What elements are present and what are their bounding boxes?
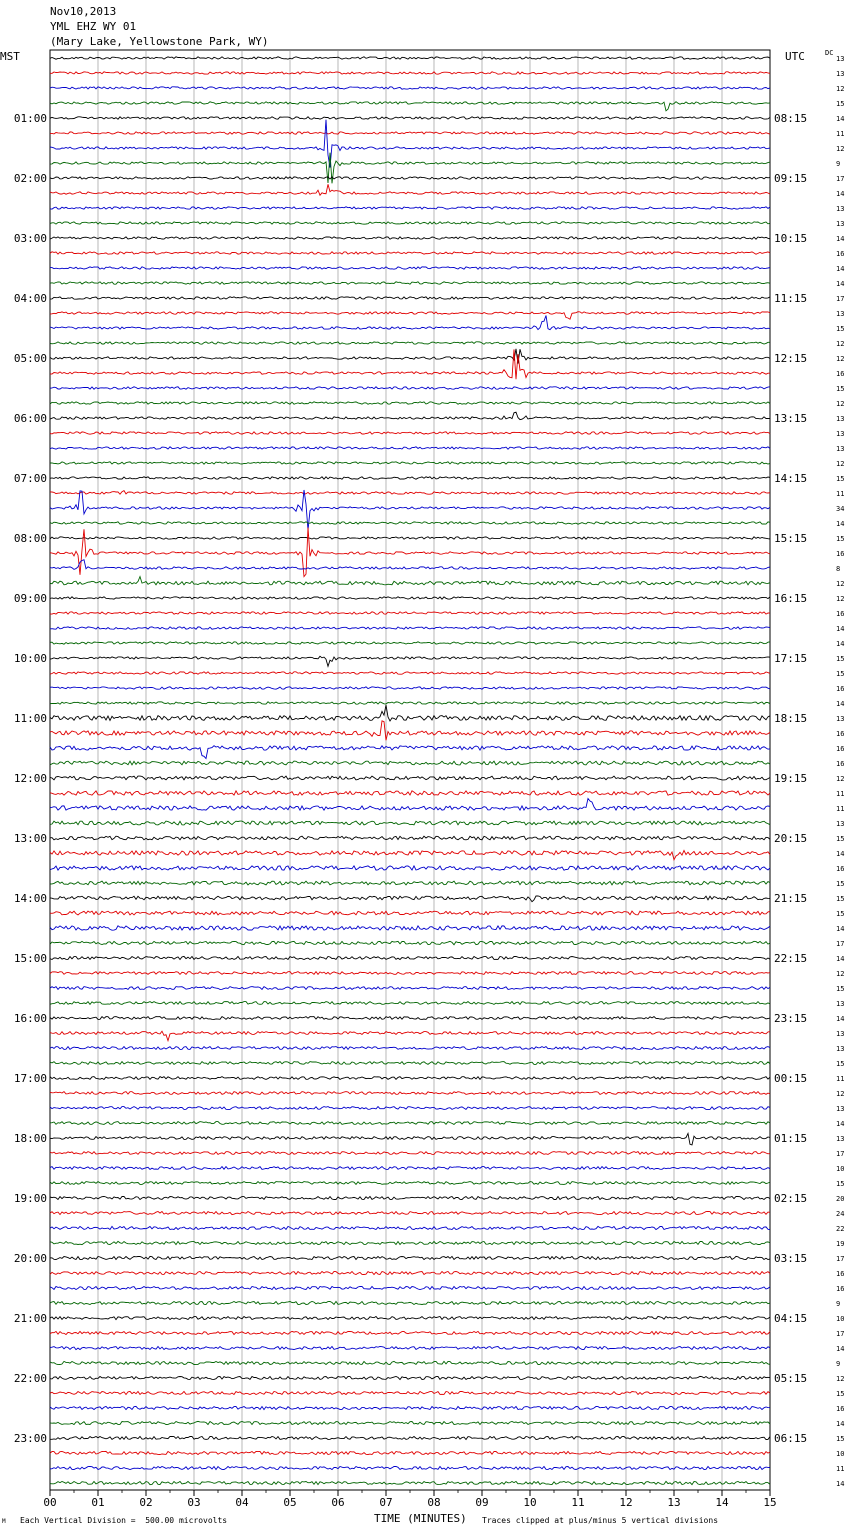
trace-24 bbox=[50, 412, 770, 419]
dc-offset-label: 13 bbox=[836, 445, 845, 453]
dc-offset-label: 13 bbox=[836, 1030, 845, 1038]
dc-offset-label: 13 bbox=[836, 70, 845, 78]
trace-47 bbox=[50, 761, 770, 765]
dc-offset-label: 15 bbox=[836, 835, 845, 843]
trace-74 bbox=[50, 1167, 770, 1170]
dc-offset-label: 22 bbox=[836, 1225, 845, 1233]
utc-time-label: 05:15 bbox=[774, 1372, 808, 1385]
trace-81 bbox=[50, 1272, 770, 1275]
trace-26 bbox=[50, 447, 770, 449]
trace-27 bbox=[50, 462, 770, 464]
utc-time-label: 18:15 bbox=[774, 712, 808, 725]
trace-60 bbox=[50, 956, 770, 959]
trace-9 bbox=[50, 184, 770, 195]
dc-offset-label: 16 bbox=[836, 685, 845, 693]
dc-offset-label: 13 bbox=[836, 430, 845, 438]
mst-time-label: 17:00 bbox=[13, 1072, 47, 1085]
utc-time-label: 09:15 bbox=[774, 172, 808, 185]
trace-63 bbox=[50, 1002, 770, 1005]
dc-offset-label: 16 bbox=[836, 730, 845, 738]
trace-75 bbox=[50, 1182, 770, 1185]
mst-time-label: 14:00 bbox=[13, 892, 47, 905]
trace-77 bbox=[50, 1212, 770, 1215]
dc-offset-label: 17 bbox=[836, 1150, 845, 1158]
trace-23 bbox=[50, 402, 770, 404]
trace-94 bbox=[50, 1467, 770, 1470]
dc-offset-label: 17 bbox=[836, 1255, 845, 1263]
trace-73 bbox=[50, 1152, 770, 1155]
dc-offset-label: 16 bbox=[836, 550, 845, 558]
trace-40 bbox=[50, 656, 770, 666]
dc-offset-label: 17 bbox=[836, 1330, 845, 1338]
trace-0 bbox=[50, 57, 770, 59]
x-tick-label: 15 bbox=[763, 1496, 777, 1509]
dc-offset-label: 13 bbox=[836, 205, 845, 213]
trace-16 bbox=[50, 297, 770, 299]
dc-offset-label: 12 bbox=[836, 340, 845, 348]
trace-51 bbox=[50, 821, 770, 825]
date-label: Nov10,2013 bbox=[50, 5, 117, 18]
dc-offset-label: 13 bbox=[836, 415, 845, 423]
utc-time-label: 06:15 bbox=[774, 1432, 808, 1445]
x-tick-label: 12 bbox=[619, 1496, 633, 1509]
dc-offset-label: 15 bbox=[836, 1435, 845, 1443]
trace-86 bbox=[50, 1347, 770, 1350]
mst-time-label: 16:00 bbox=[13, 1012, 47, 1025]
trace-36 bbox=[50, 597, 770, 599]
trace-18 bbox=[50, 316, 770, 330]
dc-offset-label: 12 bbox=[836, 775, 845, 783]
dc-offset-label: 14 bbox=[836, 700, 845, 708]
utc-time-label: 17:15 bbox=[774, 652, 808, 665]
trace-1 bbox=[50, 72, 770, 74]
trace-88 bbox=[50, 1376, 770, 1379]
trace-8 bbox=[50, 177, 770, 179]
dc-offset-label: 13 bbox=[836, 1105, 845, 1113]
dc-offset-label: 15 bbox=[836, 910, 845, 918]
trace-39 bbox=[50, 642, 770, 644]
mst-time-label: 11:00 bbox=[13, 712, 47, 725]
dc-offset-label: 19 bbox=[836, 1240, 845, 1248]
x-tick-label: 04 bbox=[235, 1496, 249, 1509]
x-tick-label: 02 bbox=[139, 1496, 153, 1509]
dc-offset-label: 11 bbox=[836, 1075, 845, 1083]
dc-offset-label: 12 bbox=[836, 400, 845, 408]
dc-offset-label: 16 bbox=[836, 745, 845, 753]
x-tick-label: 06 bbox=[331, 1496, 345, 1509]
dc-offset-label: 12 bbox=[836, 460, 845, 468]
trace-54 bbox=[50, 866, 770, 870]
trace-45 bbox=[50, 721, 770, 740]
trace-71 bbox=[50, 1122, 770, 1125]
x-tick-label: 09 bbox=[475, 1496, 489, 1509]
mst-time-label: 22:00 bbox=[13, 1372, 47, 1385]
utc-time-label: 01:15 bbox=[774, 1132, 808, 1145]
dc-offset-label: 9 bbox=[836, 1300, 841, 1308]
location-label: (Mary Lake, Yellowstone Park, WY) bbox=[50, 35, 269, 48]
mst-time-label: 05:00 bbox=[13, 352, 47, 365]
dc-offset-label: 14 bbox=[836, 625, 845, 633]
trace-65 bbox=[50, 1031, 770, 1040]
trace-68 bbox=[50, 1077, 770, 1080]
utc-time-label: 14:15 bbox=[774, 472, 808, 485]
trace-14 bbox=[50, 267, 770, 269]
utc-time-label: 13:15 bbox=[774, 412, 808, 425]
x-tick-label: 08 bbox=[427, 1496, 441, 1509]
dc-offset-label: 13 bbox=[836, 715, 845, 723]
utc-time-label: 10:15 bbox=[774, 232, 808, 245]
dc-offset-label: 16 bbox=[836, 760, 845, 768]
dc-offset-label: 16 bbox=[836, 1405, 845, 1413]
dc-offset-label: 15 bbox=[836, 1060, 845, 1068]
dc-offset-label: 15 bbox=[836, 385, 845, 393]
trace-83 bbox=[50, 1301, 770, 1304]
x-tick-label: 03 bbox=[187, 1496, 201, 1509]
trace-5 bbox=[50, 132, 770, 134]
dc-offset-label: 15 bbox=[836, 100, 845, 108]
dc-label: DC bbox=[825, 49, 834, 57]
mst-time-label: 01:00 bbox=[13, 112, 47, 125]
dc-offset-label: 17 bbox=[836, 175, 845, 183]
mst-time-label: 20:00 bbox=[13, 1252, 47, 1265]
trace-3 bbox=[50, 102, 770, 111]
dc-offset-label: 11 bbox=[836, 1465, 845, 1473]
trace-4 bbox=[50, 117, 770, 119]
dc-offset-label: 10 bbox=[836, 1165, 845, 1173]
dc-offset-label: 11 bbox=[836, 790, 845, 798]
mst-time-label: 06:00 bbox=[13, 412, 47, 425]
trace-33 bbox=[50, 528, 770, 577]
trace-2 bbox=[50, 87, 770, 89]
scale-note: Each Vertical Division = 500.00 microvolts bbox=[20, 1516, 228, 1525]
trace-12 bbox=[50, 237, 770, 239]
dc-offset-label: 14 bbox=[836, 640, 845, 648]
dc-offset-label: 14 bbox=[836, 925, 845, 933]
trace-67 bbox=[50, 1062, 770, 1065]
dc-offset-label: 14 bbox=[836, 1480, 845, 1488]
trace-89 bbox=[50, 1391, 770, 1394]
right-axis-title: UTC bbox=[785, 50, 805, 63]
trace-42 bbox=[50, 687, 770, 689]
trace-80 bbox=[50, 1256, 770, 1259]
mst-time-label: 18:00 bbox=[13, 1132, 47, 1145]
trace-50 bbox=[50, 799, 770, 811]
utc-time-label: 21:15 bbox=[774, 892, 808, 905]
dc-offset-label: 11 bbox=[836, 805, 845, 813]
dc-offset-label: 12 bbox=[836, 355, 845, 363]
mst-time-label: 10:00 bbox=[13, 652, 47, 665]
dc-offset-label: 17 bbox=[836, 295, 845, 303]
trace-61 bbox=[50, 972, 770, 975]
dc-offset-label: 12 bbox=[836, 145, 845, 153]
dc-offset-label: 14 bbox=[836, 190, 845, 198]
trace-38 bbox=[50, 627, 770, 629]
trace-76 bbox=[50, 1197, 770, 1200]
trace-59 bbox=[50, 941, 770, 944]
trace-10 bbox=[50, 207, 770, 209]
mst-time-label: 12:00 bbox=[13, 772, 47, 785]
mst-time-label: 19:00 bbox=[13, 1192, 47, 1205]
trace-69 bbox=[50, 1092, 770, 1095]
utc-time-label: 04:15 bbox=[774, 1312, 808, 1325]
dc-offset-label: 16 bbox=[836, 370, 845, 378]
dc-offset-label: 17 bbox=[836, 940, 845, 948]
mst-time-label: 02:00 bbox=[13, 172, 47, 185]
dc-offset-label: 11 bbox=[836, 130, 845, 138]
dc-offset-label: 11 bbox=[836, 490, 845, 498]
trace-85 bbox=[50, 1331, 770, 1334]
dc-offset-label: 12 bbox=[836, 595, 845, 603]
utc-time-label: 12:15 bbox=[774, 352, 808, 365]
dc-offset-label: 15 bbox=[836, 880, 845, 888]
dc-offset-label: 14 bbox=[836, 955, 845, 963]
trace-48 bbox=[50, 776, 770, 780]
dc-offset-label: 10 bbox=[836, 1315, 845, 1323]
utc-time-label: 08:15 bbox=[774, 112, 808, 125]
x-tick-label: 14 bbox=[715, 1496, 729, 1509]
dc-offset-label: 13 bbox=[836, 55, 845, 63]
dc-offset-label: 12 bbox=[836, 85, 845, 93]
dc-offset-label: 10 bbox=[836, 1450, 845, 1458]
trace-64 bbox=[50, 1017, 770, 1020]
trace-34 bbox=[50, 560, 770, 570]
trace-41 bbox=[50, 672, 770, 674]
dc-offset-label: 14 bbox=[836, 1345, 845, 1353]
trace-53 bbox=[50, 851, 770, 860]
dc-offset-label: 12 bbox=[836, 1375, 845, 1383]
dc-offset-label: 9 bbox=[836, 1360, 841, 1368]
trace-11 bbox=[50, 222, 770, 224]
dc-offset-label: 14 bbox=[836, 1420, 845, 1428]
dc-offset-label: 13 bbox=[836, 1135, 845, 1143]
dc-offset-label: 13 bbox=[836, 310, 845, 318]
dc-offset-label: 12 bbox=[836, 580, 845, 588]
dc-offset-label: 13 bbox=[836, 820, 845, 828]
trace-37 bbox=[50, 612, 770, 614]
dc-offset-label: 16 bbox=[836, 610, 845, 618]
x-tick-label: 00 bbox=[43, 1496, 57, 1509]
trace-79 bbox=[50, 1241, 770, 1244]
trace-62 bbox=[50, 987, 770, 990]
mst-time-label: 08:00 bbox=[13, 532, 47, 545]
dc-offset-label: 24 bbox=[836, 1210, 845, 1218]
trace-43 bbox=[50, 702, 770, 704]
utc-time-label: 20:15 bbox=[774, 832, 808, 845]
trace-44 bbox=[50, 705, 770, 721]
trace-82 bbox=[50, 1286, 770, 1289]
trace-31 bbox=[50, 522, 770, 524]
dc-offset-label: 16 bbox=[836, 250, 845, 258]
x-tick-label: 10 bbox=[523, 1496, 537, 1509]
mst-time-label: 09:00 bbox=[13, 592, 47, 605]
dc-offset-label: 12 bbox=[836, 1090, 845, 1098]
utc-time-label: 22:15 bbox=[774, 952, 808, 965]
trace-58 bbox=[50, 926, 770, 930]
trace-57 bbox=[50, 911, 770, 915]
dc-offset-label: 14 bbox=[836, 280, 845, 288]
trace-19 bbox=[50, 342, 770, 344]
mst-time-label: 03:00 bbox=[13, 232, 47, 245]
dc-offset-label: 15 bbox=[836, 670, 845, 678]
dc-offset-label: 13 bbox=[836, 220, 845, 228]
trace-20 bbox=[50, 349, 770, 364]
trace-6 bbox=[50, 120, 770, 168]
mst-time-label: 07:00 bbox=[13, 472, 47, 485]
trace-35 bbox=[50, 577, 770, 585]
trace-93 bbox=[50, 1451, 770, 1454]
trace-91 bbox=[50, 1421, 770, 1424]
mst-time-label: 04:00 bbox=[13, 292, 47, 305]
dc-offset-label: 14 bbox=[836, 265, 845, 273]
trace-49 bbox=[50, 791, 770, 795]
mst-time-label: 13:00 bbox=[13, 832, 47, 845]
utc-time-label: 00:15 bbox=[774, 1072, 808, 1085]
trace-15 bbox=[50, 282, 770, 284]
dc-offset-label: 20 bbox=[836, 1195, 845, 1203]
dc-offset-label: 34 bbox=[836, 505, 845, 513]
x-tick-label: 07 bbox=[379, 1496, 393, 1509]
x-tick-label: 01 bbox=[91, 1496, 105, 1509]
trace-21 bbox=[50, 349, 770, 379]
dc-offset-label: 14 bbox=[836, 115, 845, 123]
x-axis-label: TIME (MINUTES) bbox=[374, 1512, 467, 1525]
utc-time-label: 16:15 bbox=[774, 592, 808, 605]
dc-offset-label: 16 bbox=[836, 865, 845, 873]
left-axis-title: MST bbox=[0, 50, 20, 63]
mst-time-label: 23:00 bbox=[13, 1432, 47, 1445]
utc-time-label: 23:15 bbox=[774, 1012, 808, 1025]
clip-note: Traces clipped at plus/minus 5 vertical divisions bbox=[482, 1516, 719, 1525]
trace-78 bbox=[50, 1226, 770, 1229]
utc-time-label: 15:15 bbox=[774, 532, 808, 545]
mst-time-label: 21:00 bbox=[13, 1312, 47, 1325]
dc-offset-label: 15 bbox=[836, 1390, 845, 1398]
trace-17 bbox=[50, 312, 770, 320]
dc-offset-label: 14 bbox=[836, 1120, 845, 1128]
dc-offset-label: 15 bbox=[836, 985, 845, 993]
trace-13 bbox=[50, 252, 770, 254]
dc-offset-label: 16 bbox=[836, 1270, 845, 1278]
dc-offset-label: 14 bbox=[836, 235, 845, 243]
trace-92 bbox=[50, 1436, 770, 1439]
trace-70 bbox=[50, 1107, 770, 1110]
dc-offset-label: 13 bbox=[836, 1045, 845, 1053]
dc-offset-label: 15 bbox=[836, 655, 845, 663]
utc-time-label: 11:15 bbox=[774, 292, 808, 305]
trace-55 bbox=[50, 881, 770, 885]
dc-offset-label: 12 bbox=[836, 970, 845, 978]
x-tick-label: 11 bbox=[571, 1496, 585, 1509]
trace-25 bbox=[50, 432, 770, 434]
dc-offset-label: 13 bbox=[836, 1000, 845, 1008]
dc-offset-label: 15 bbox=[836, 325, 845, 333]
dc-offset-label: 14 bbox=[836, 520, 845, 528]
dc-offset-label: 8 bbox=[836, 565, 841, 573]
x-tick-label: 05 bbox=[283, 1496, 297, 1509]
dc-offset-label: 14 bbox=[836, 1015, 845, 1023]
dc-offset-label: 15 bbox=[836, 475, 845, 483]
dc-offset-label: 16 bbox=[836, 1285, 845, 1293]
trace-90 bbox=[50, 1406, 770, 1409]
trace-87 bbox=[50, 1361, 770, 1364]
utc-time-label: 19:15 bbox=[774, 772, 808, 785]
dc-offset-label: 15 bbox=[836, 535, 845, 543]
trace-52 bbox=[50, 836, 770, 840]
x-tick-label: 13 bbox=[667, 1496, 681, 1509]
utc-time-label: 02:15 bbox=[774, 1192, 808, 1205]
dc-offset-label: 9 bbox=[836, 160, 841, 168]
station-label: YML EHZ WY 01 bbox=[50, 20, 137, 33]
trace-56 bbox=[50, 896, 770, 902]
trace-95 bbox=[50, 1481, 770, 1484]
trace-66 bbox=[50, 1047, 770, 1050]
trace-28 bbox=[50, 477, 770, 479]
dc-offset-label: 15 bbox=[836, 895, 845, 903]
trace-22 bbox=[50, 387, 770, 389]
trace-32 bbox=[50, 537, 770, 539]
trace-46 bbox=[50, 746, 770, 759]
trace-72 bbox=[50, 1133, 770, 1145]
dc-offset-label: 14 bbox=[836, 850, 845, 858]
footer-mark: M bbox=[2, 1518, 6, 1525]
utc-time-label: 03:15 bbox=[774, 1252, 808, 1265]
trace-84 bbox=[50, 1316, 770, 1319]
mst-time-label: 15:00 bbox=[13, 952, 47, 965]
trace-29 bbox=[50, 491, 770, 495]
dc-offset-label: 15 bbox=[836, 1180, 845, 1188]
